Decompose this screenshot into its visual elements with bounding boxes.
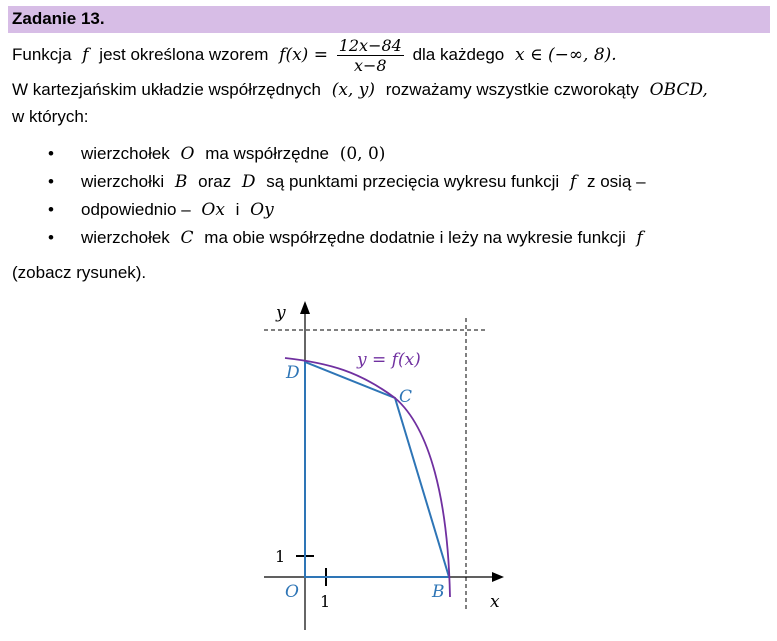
vertex-d-label: D [286, 363, 300, 383]
function-curve [285, 358, 450, 597]
text: Funkcja [12, 44, 72, 64]
coordinate-system: (x, y) [331, 80, 375, 100]
text: jest określona wzorem [99, 44, 269, 64]
y-tick-label: 1 [275, 547, 286, 566]
vertex-c-label: C [399, 387, 413, 407]
origin-label: O [285, 582, 299, 602]
fraction-denominator: x−8 [353, 56, 387, 75]
quadrilateral-name: OBCD, [649, 80, 708, 100]
list-item-continuation: • odpowiednio – Ox i Oy [48, 196, 646, 224]
fraction-numerator: 12x−84 [338, 36, 402, 55]
task-title: Zadanie 13. [12, 9, 105, 28]
text: w których: [12, 107, 89, 126]
text: rozważamy wszystkie czworokąty [385, 80, 639, 99]
vertex-b-label: B [432, 582, 445, 602]
figure-reference: (zobacz rysunek). [12, 263, 147, 282]
function-symbol: f [82, 44, 89, 65]
curve-label: y = f(x) [357, 350, 421, 370]
x-axis-arrow [492, 572, 504, 582]
list-item: • wierzchołki B oraz D są punktami przecięcia wykresu funkcji f z osią – [48, 168, 646, 196]
x-axis-label: x [490, 592, 500, 612]
list-item: • wierzchołek O ma współrzędne (0, 0) [48, 140, 646, 168]
text: W kartezjańskim układzie współrzędnych [12, 80, 321, 99]
text: dla każdego [412, 44, 505, 64]
quadrilateral-obcd [305, 362, 449, 577]
y-axis-label: y [276, 303, 286, 323]
domain: x ∈ (−∞, 8). [515, 44, 617, 65]
x-tick-label: 1 [320, 592, 331, 611]
formula-lhs: f(x) = [279, 44, 328, 65]
y-axis-arrow [300, 301, 310, 314]
list-item: • wierzchołek C ma obie współrzędne dodatnie i leży na wykresie funkcji f [48, 224, 646, 252]
